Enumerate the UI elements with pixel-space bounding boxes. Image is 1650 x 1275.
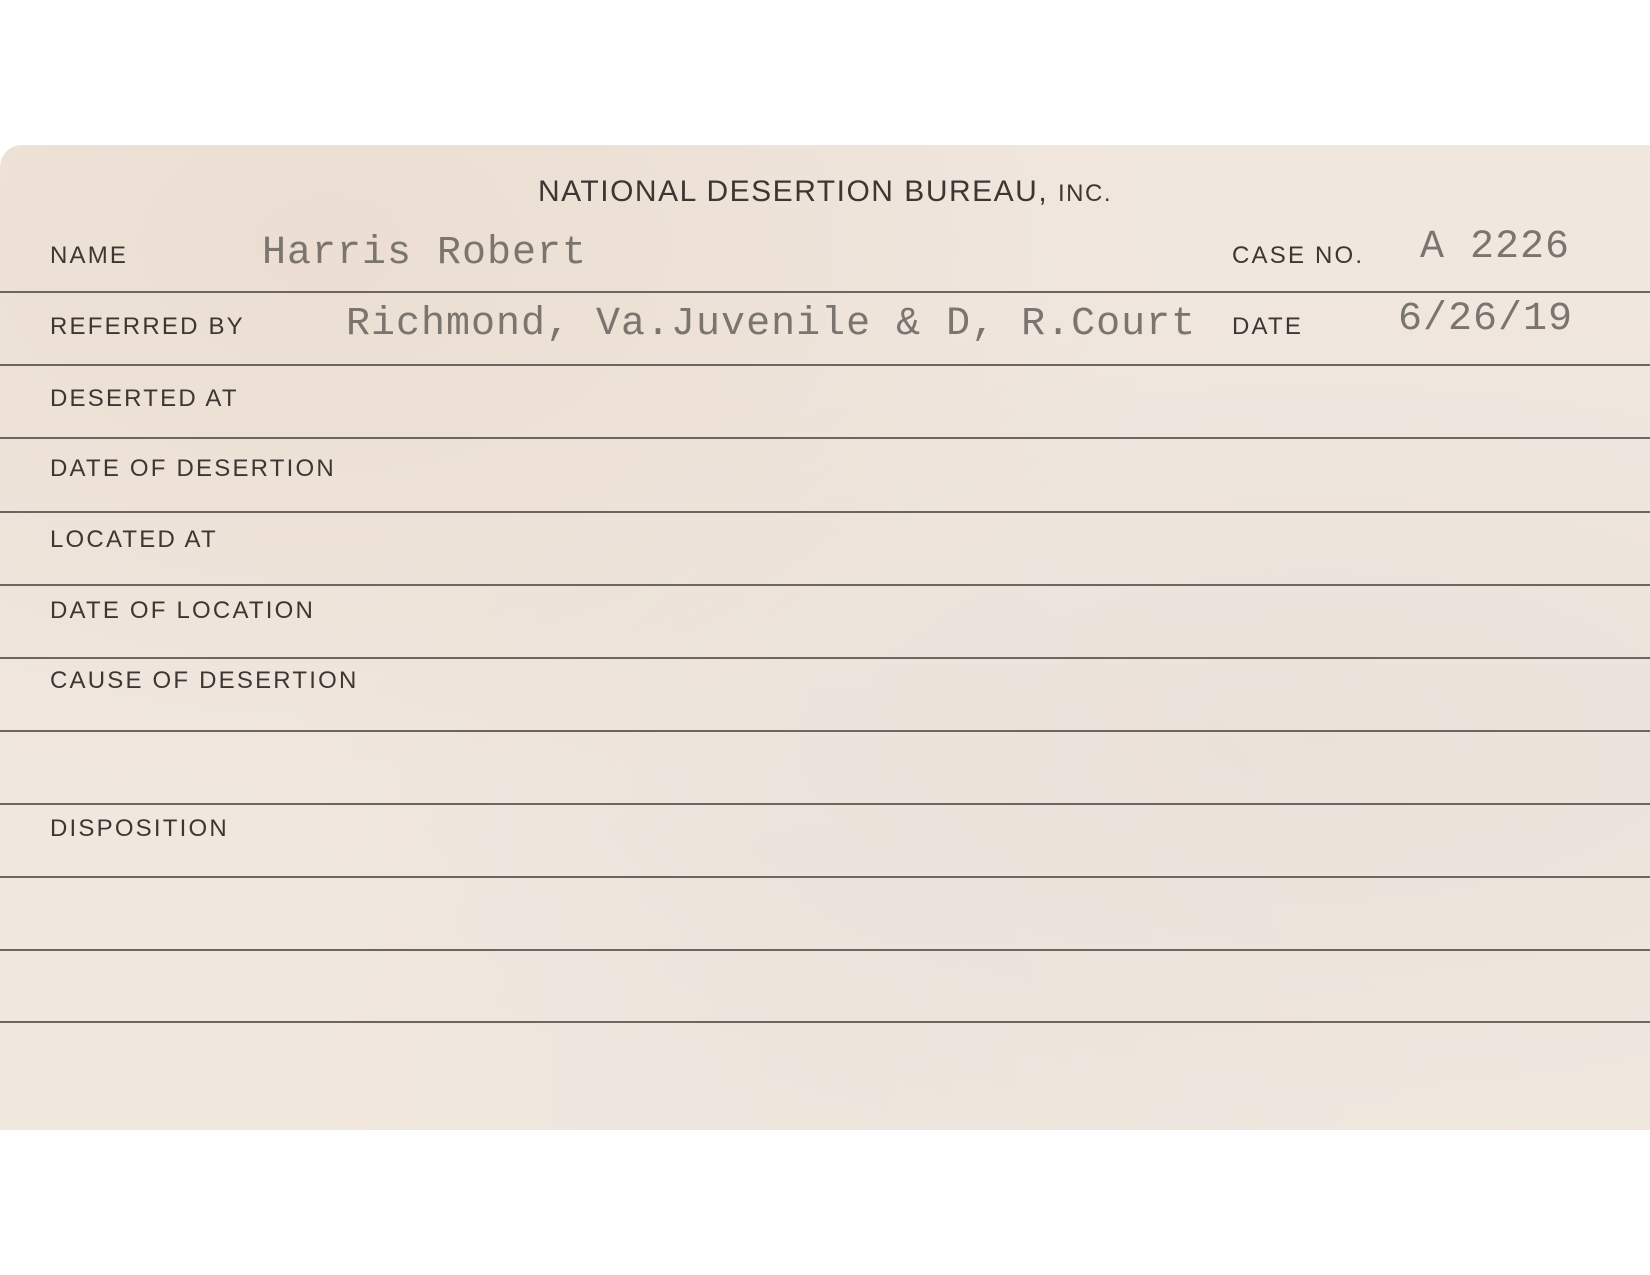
rule-11 bbox=[0, 1021, 1650, 1023]
rule-5 bbox=[0, 584, 1650, 586]
case-no-label: CASE NO. bbox=[1232, 242, 1365, 269]
card-title-suffix: INC. bbox=[1058, 180, 1113, 207]
card-title bbox=[0, 175, 1650, 209]
date-of-desertion-label: DATE OF DESERTION bbox=[50, 455, 336, 482]
case-no-value: A 2226 bbox=[1420, 225, 1571, 270]
rule-10 bbox=[0, 949, 1650, 951]
date-label: DATE bbox=[1232, 313, 1304, 340]
name-value: Harris Robert bbox=[262, 231, 588, 276]
referred-by-label: REFERRED BY bbox=[50, 313, 245, 340]
deserted-at-label: DESERTED AT bbox=[50, 385, 239, 412]
rule-4 bbox=[0, 511, 1650, 513]
rule-7 bbox=[0, 730, 1650, 732]
referred-by-value: Richmond, Va.Juvenile & D, R.Court bbox=[346, 302, 1197, 347]
card-title-main: NATIONAL DESERTION BUREAU, bbox=[537, 175, 1049, 208]
rule-2 bbox=[0, 364, 1650, 366]
rule-9 bbox=[0, 876, 1650, 878]
name-label: NAME bbox=[50, 242, 129, 269]
date-of-location-label: DATE OF LOCATION bbox=[50, 597, 315, 624]
rule-8 bbox=[0, 803, 1650, 805]
record-card bbox=[0, 145, 1650, 1130]
rule-1 bbox=[0, 291, 1650, 293]
rule-6 bbox=[0, 657, 1650, 659]
date-value: 6/26/19 bbox=[1398, 297, 1574, 342]
located-at-label: LOCATED AT bbox=[50, 526, 218, 553]
cause-of-desertion-label: CAUSE OF DESERTION bbox=[50, 667, 359, 694]
rule-3 bbox=[0, 437, 1650, 439]
disposition-label: DISPOSITION bbox=[50, 815, 229, 842]
